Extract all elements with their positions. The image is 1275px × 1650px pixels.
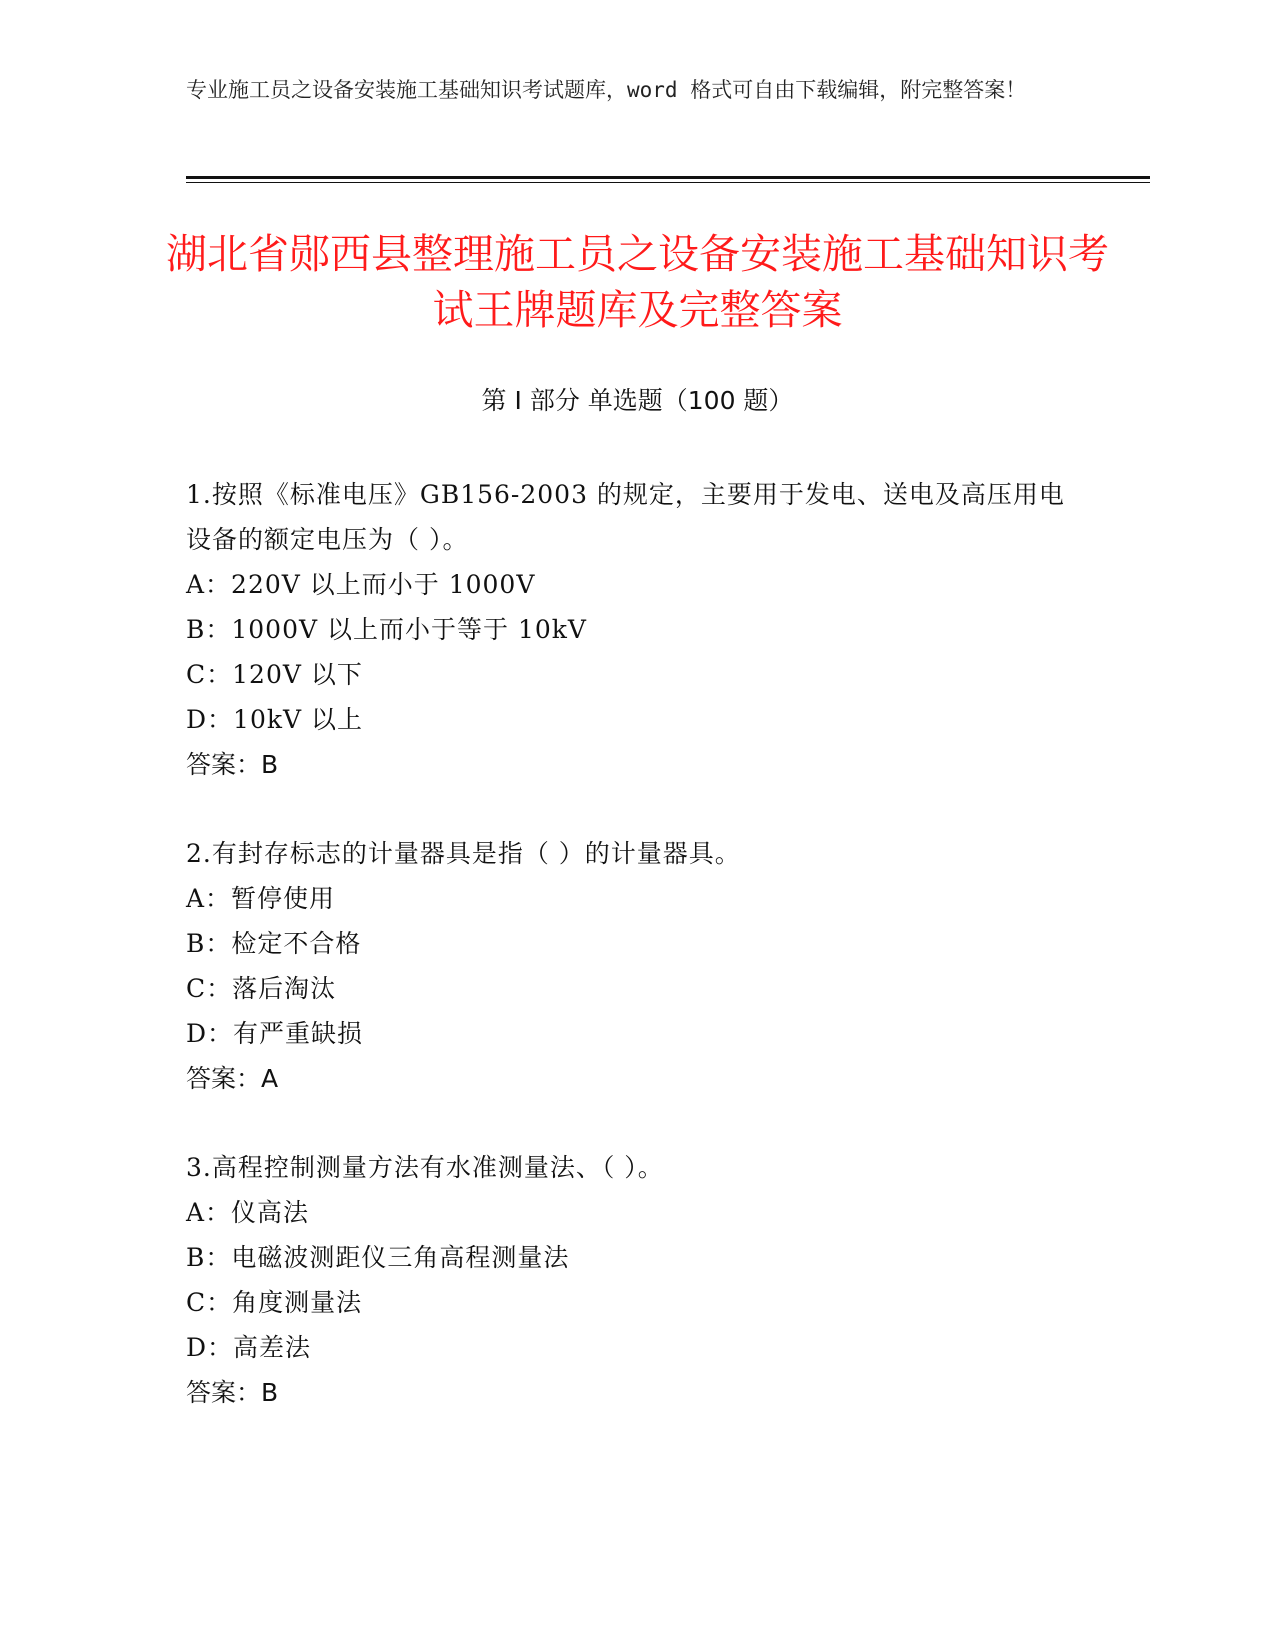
header-divider-thick: [186, 176, 1150, 179]
question-1: [186, 472, 1066, 787]
answer: 答案：B: [186, 1378, 279, 1407]
option-c: C：落后淘汰: [186, 974, 337, 1003]
option-b: B：检定不合格: [186, 929, 362, 958]
answer: 答案：A: [186, 1064, 279, 1093]
section-title: 第 I 部分 单选题（100 题）: [481, 386, 794, 415]
option-d: D：有严重缺损: [186, 1019, 364, 1048]
option-d: D：10kV 以上: [186, 705, 364, 734]
option-d: D：高差法: [186, 1333, 312, 1362]
question-stem: 3.高程控制测量方法有水准测量法、（ ）。: [186, 1153, 664, 1182]
question-stem: 1.按照《标准电压》GB156-2003 的规定，主要用于发电、送电及高压用电设备的额定电压为（ ）。: [186, 480, 1065, 554]
header-note: 专业施工员之设备安装施工基础知识考试题库，word 格式可自由下载编辑，附完整答案！: [186, 78, 1027, 102]
question-3: [186, 1145, 1066, 1415]
question-stem: 2.有封存标志的计量器具是指（ ）的计量器具。: [186, 839, 741, 868]
option-a: A：暂停使用: [186, 884, 336, 913]
question-2: [186, 831, 1066, 1101]
question-list: [186, 472, 1066, 1459]
option-b: B：电磁波测距仪三角高程测量法: [186, 1243, 570, 1272]
answer: 答案：B: [186, 750, 279, 779]
header-divider-thin: [186, 182, 1150, 183]
document-title: 湖北省郧西县整理施工员之设备安装施工基础知识考试王牌题库及完整答案: [166, 230, 1109, 334]
option-b: B：1000V 以上而小于等于 10kV: [186, 615, 587, 644]
option-c: C：角度测量法: [186, 1288, 363, 1317]
option-c: C：120V 以下: [186, 660, 363, 689]
option-a: A：仪高法: [186, 1198, 310, 1227]
option-a: A：220V 以上而小于 1000V: [186, 570, 536, 599]
